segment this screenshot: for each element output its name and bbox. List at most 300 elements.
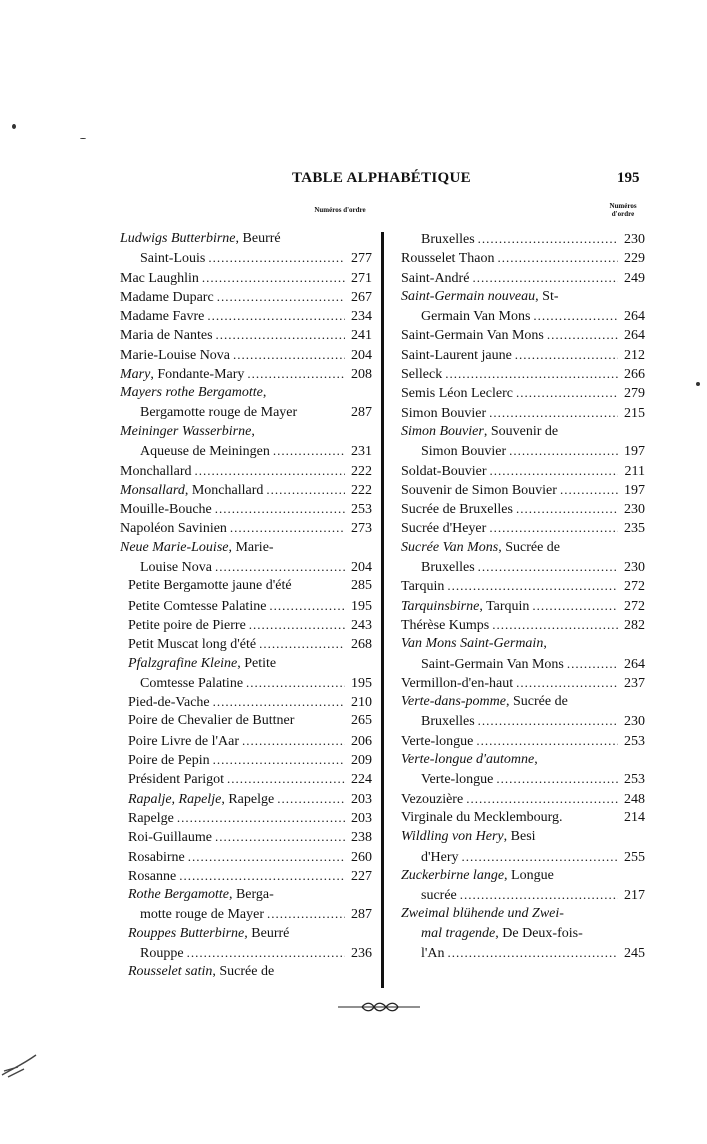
- index-entry: [401, 750, 645, 769]
- entry-number: 215: [624, 405, 645, 421]
- index-entry: [401, 924, 645, 943]
- entry-number: 260: [351, 849, 372, 865]
- print-speck: [12, 124, 16, 129]
- entry-number: 209: [351, 753, 372, 769]
- index-entry: [120, 750, 372, 769]
- entry-name: [421, 770, 493, 788]
- leader-dots: [478, 557, 618, 576]
- entry-text: Madame Duparc: [120, 289, 214, 305]
- entry-number: 272: [624, 598, 645, 614]
- leader-dots: [489, 403, 618, 422]
- leader-dots: [213, 692, 345, 711]
- index-entry: [401, 634, 645, 653]
- page-stain-mark: [0, 1025, 60, 1085]
- entry-text: , Berga-: [228, 887, 274, 903]
- entry-foreign-name: Rousselet satin: [128, 964, 213, 980]
- column-heading-right: Numéros d'ordre: [609, 202, 637, 218]
- entry-name: [140, 944, 184, 962]
- entry-text: Semis Léon Leclerc: [401, 386, 513, 402]
- index-entry: [401, 711, 645, 730]
- entry-text: Thérèse Kumps: [401, 617, 490, 633]
- entry-text: Simon Bouvier: [401, 405, 487, 421]
- entry-number: 195: [351, 675, 372, 691]
- entry-name: [421, 230, 475, 248]
- leader-dots: [215, 827, 345, 846]
- entry-text: ,: [534, 752, 538, 768]
- leader-dots: [515, 345, 618, 364]
- entry-name: [401, 827, 536, 846]
- index-column-left: [120, 229, 372, 982]
- index-entry: [401, 229, 645, 248]
- index-entry: [401, 538, 645, 557]
- entry-text: Tarquin: [401, 579, 445, 595]
- entry-name: [120, 365, 244, 383]
- entry-name: [401, 692, 568, 711]
- index-entry: [120, 325, 372, 344]
- entry-name: [401, 866, 554, 885]
- entry-name: [120, 346, 230, 364]
- index-entry: [401, 847, 645, 866]
- leader-dots: [490, 461, 618, 480]
- entry-number: 279: [624, 386, 645, 402]
- entry-text: Rosabirne: [128, 849, 185, 865]
- entry-foreign-name: mal tragende: [421, 925, 496, 941]
- leader-dots: [179, 866, 345, 885]
- leader-dots: [177, 808, 345, 827]
- leader-dots: [215, 499, 345, 518]
- entry-number: 214: [624, 809, 645, 825]
- index-entry: [401, 268, 645, 287]
- entry-text: Petite Bergamotte jaune d'été: [128, 578, 292, 594]
- leader-dots: [532, 596, 618, 615]
- entry-text: , Besi: [503, 829, 536, 845]
- entry-foreign-name: Simon Bouvier: [401, 423, 484, 439]
- index-entry: [401, 499, 645, 518]
- leader-dots: [227, 769, 345, 788]
- index-entry: [120, 769, 372, 788]
- entry-number: 241: [351, 328, 372, 344]
- entry-name: [128, 790, 274, 808]
- leader-dots: [478, 229, 618, 248]
- entry-name: [120, 288, 214, 306]
- entry-foreign-name: Saint-Germain nouveau: [401, 288, 536, 304]
- leader-dots: [476, 731, 618, 750]
- leader-dots: [509, 441, 618, 460]
- entry-number: 217: [624, 888, 645, 904]
- leader-dots: [249, 615, 345, 634]
- entry-text: Marie-Louise Nova: [120, 347, 231, 363]
- entry-name: [401, 790, 463, 808]
- entry-number: 235: [624, 521, 645, 537]
- entry-number: 229: [624, 251, 645, 267]
- entry-number: 208: [351, 367, 372, 383]
- entry-number: 204: [351, 347, 372, 363]
- entry-foreign-name: Ludwigs Butterbirne: [120, 231, 236, 246]
- entry-number: 271: [351, 270, 372, 286]
- entry-name: [140, 674, 243, 692]
- index-entry: [120, 827, 372, 846]
- entry-number: 282: [624, 617, 645, 633]
- entry-text: d'Hery: [421, 849, 459, 865]
- entry-name: [128, 635, 256, 653]
- entry-text: , Petite: [237, 655, 277, 671]
- entry-name: [140, 905, 264, 923]
- entry-text: ,: [543, 636, 547, 652]
- entry-name: [140, 558, 212, 576]
- index-entry: [401, 943, 645, 962]
- entry-foreign-name: Mayers rothe Bergamotte: [120, 385, 263, 401]
- entry-text: Saint-Germain Van Mons: [421, 656, 564, 672]
- index-entry: [120, 383, 372, 402]
- entry-foreign-name: Wildling von Hery: [401, 829, 504, 845]
- entry-text: Mouille-Bouche: [120, 502, 212, 518]
- leader-dots: [215, 557, 345, 576]
- index-entry: [401, 557, 645, 576]
- entry-text: , Longue: [504, 867, 554, 883]
- entry-foreign-name: Verte-dans-pomme: [401, 694, 506, 710]
- entry-text: Rousselet Thaon: [401, 251, 495, 267]
- entry-foreign-name: Rouppes Butterbirne: [128, 925, 245, 941]
- entry-name: [401, 481, 557, 499]
- entry-name: [401, 462, 487, 480]
- leader-dots: [259, 634, 345, 653]
- index-entry: [120, 596, 372, 615]
- entry-name: [401, 384, 513, 402]
- entry-name: [401, 500, 513, 518]
- closing-ornament: [338, 1000, 420, 1014]
- entry-text: Verte-longue: [421, 772, 494, 788]
- leader-dots: [187, 943, 345, 962]
- index-entry: [401, 403, 645, 422]
- index-entry: [401, 789, 645, 808]
- entry-name: [128, 828, 212, 846]
- index-entry: [401, 518, 645, 537]
- entry-name: [120, 538, 274, 557]
- entry-text: Simon Bouvier: [421, 444, 507, 460]
- entry-foreign-name: Monsallard: [120, 482, 185, 498]
- leader-dots: [472, 268, 618, 287]
- entry-name: [128, 924, 289, 943]
- print-speck: [696, 382, 700, 386]
- entry-name: [140, 403, 297, 422]
- leader-dots: [207, 306, 345, 325]
- entry-name: [120, 307, 204, 325]
- entry-name: [128, 885, 274, 904]
- entry-number: 230: [624, 232, 645, 247]
- leader-dots: [267, 904, 345, 923]
- leader-dots: [496, 769, 618, 788]
- leader-dots: [460, 885, 618, 904]
- entry-foreign-name: Zweimal blühende und Zwei-: [401, 906, 564, 922]
- entry-text: , Tarquin: [479, 598, 530, 614]
- leader-dots: [478, 711, 618, 730]
- print-speck: [80, 138, 86, 139]
- entry-text: , Sucrée de: [505, 694, 568, 710]
- entry-name: [401, 674, 513, 692]
- index-entry: [401, 345, 645, 364]
- entry-text: l'An: [421, 945, 445, 961]
- entry-name: [120, 519, 227, 537]
- index-entry: [120, 692, 372, 711]
- entry-name: [140, 442, 270, 460]
- index-entry: [401, 692, 645, 711]
- index-column-right: [401, 229, 645, 962]
- index-entry: [401, 461, 645, 480]
- entry-number: 203: [351, 810, 372, 826]
- leader-dots: [213, 750, 345, 769]
- entry-name: [401, 269, 469, 287]
- entry-text: Sucrée d'Heyer: [401, 521, 487, 537]
- entry-text: , Sucrée de: [498, 539, 561, 555]
- entry-foreign-name: Mary: [120, 367, 151, 383]
- entry-number: 285: [351, 578, 372, 594]
- entry-text: Comtesse Palatine: [140, 675, 244, 691]
- entry-number: 227: [351, 868, 372, 884]
- index-entry: [120, 711, 372, 730]
- entry-name: [401, 616, 489, 634]
- entry-text: Petit Muscat long d'été: [128, 637, 257, 653]
- entry-name: [421, 848, 459, 866]
- entry-name: [401, 750, 538, 769]
- entry-text: , Monchallard: [184, 482, 264, 498]
- leader-dots: [242, 731, 345, 750]
- leader-dots: [216, 325, 345, 344]
- entry-text: Saint-André: [401, 270, 470, 286]
- index-entry: [401, 673, 645, 692]
- entry-name: [401, 732, 473, 750]
- index-entry: [401, 731, 645, 750]
- leader-dots: [448, 943, 618, 962]
- entry-text: , Sucrée de: [212, 964, 275, 980]
- index-entry: [120, 808, 372, 827]
- index-entry: [120, 403, 372, 422]
- leader-dots: [445, 364, 618, 383]
- entry-name: [140, 249, 205, 267]
- index-entry: [120, 248, 372, 267]
- entry-foreign-name: Meininger Wasserbirne: [120, 423, 252, 439]
- entry-foreign-name: Van Mons Saint-Germain: [401, 636, 544, 652]
- entry-number: 234: [351, 309, 372, 325]
- entry-name: [120, 500, 212, 518]
- leader-dots: [447, 576, 618, 595]
- entry-name: [401, 519, 486, 537]
- leader-dots: [462, 847, 618, 866]
- leader-dots: [208, 248, 345, 267]
- entry-number: 287: [351, 404, 372, 420]
- entry-text: Monchallard: [120, 463, 192, 479]
- entry-text: Rouppe: [140, 945, 184, 961]
- entry-number: 273: [351, 521, 372, 537]
- index-entry: [120, 345, 372, 364]
- entry-text: , Marie-: [228, 539, 274, 555]
- entry-name: [401, 346, 512, 364]
- entry-foreign-name: Rothe Bergamotte: [128, 887, 229, 903]
- index-entry: [120, 499, 372, 518]
- index-entry: [401, 615, 645, 634]
- entry-name: [128, 751, 210, 769]
- index-entry: [120, 673, 372, 692]
- leader-dots: [277, 789, 345, 808]
- index-entry: [401, 441, 645, 460]
- entry-text: Poire de Pepin: [128, 753, 210, 769]
- entry-number: 277: [351, 251, 372, 267]
- entry-text: , Fondante-Mary: [150, 367, 245, 383]
- entry-foreign-name: Verte-longue d'automne: [401, 752, 535, 768]
- entry-number: 248: [624, 791, 645, 807]
- entry-text: Bergamotte rouge de Mayer: [140, 404, 298, 420]
- entry-number: 222: [351, 463, 372, 479]
- entry-text: Vermillon-d'en-haut: [401, 675, 514, 691]
- entry-number: 197: [624, 444, 645, 460]
- index-entry: [120, 422, 372, 441]
- entry-number: 265: [351, 713, 372, 729]
- entry-name: [401, 634, 547, 653]
- leader-dots: [233, 345, 345, 364]
- entry-number: 236: [351, 945, 372, 961]
- entry-number: 203: [351, 791, 372, 807]
- entry-number: 253: [624, 733, 645, 749]
- entry-name: [128, 576, 292, 595]
- entry-name: [401, 808, 563, 827]
- entry-text: , Beurré: [235, 231, 281, 246]
- leader-dots: [217, 287, 345, 306]
- entry-text: Poire de Chevalier de Buttner: [128, 713, 295, 729]
- column-heading-left: Numéros d'ordre: [314, 206, 366, 214]
- entry-text: Saint-Laurent jaune: [401, 347, 512, 363]
- entry-name: [401, 365, 442, 383]
- leader-dots: [195, 461, 345, 480]
- entry-text: ,: [251, 423, 255, 439]
- entry-name: [120, 269, 199, 287]
- leader-dots: [246, 673, 345, 692]
- leader-dots: [230, 518, 345, 537]
- entry-number: 287: [351, 907, 372, 923]
- entry-name: [401, 404, 486, 422]
- index-entry: [120, 557, 372, 576]
- index-entry: [120, 615, 372, 634]
- index-entry: [120, 866, 372, 885]
- entry-number: 268: [351, 637, 372, 653]
- entry-number: 222: [351, 482, 372, 498]
- entry-number: 230: [624, 502, 645, 518]
- entry-name: [128, 693, 210, 711]
- index-entry: [120, 461, 372, 480]
- entry-number: 249: [624, 270, 645, 286]
- index-entry: [401, 364, 645, 383]
- index-entry: [120, 576, 372, 595]
- entry-name: [421, 944, 445, 962]
- entry-name: [421, 886, 457, 904]
- entry-text: , Beurré: [244, 925, 290, 941]
- entry-name: [421, 924, 583, 943]
- index-entry: [120, 904, 372, 923]
- entry-name: [421, 442, 506, 460]
- entry-number: 267: [351, 289, 372, 305]
- entry-number: 206: [351, 733, 372, 749]
- entry-name: [120, 462, 192, 480]
- entry-number: 238: [351, 830, 372, 846]
- entry-name: [401, 904, 564, 923]
- entry-name: [128, 597, 266, 615]
- leader-dots: [516, 673, 618, 692]
- entry-number: 230: [624, 714, 645, 730]
- entry-number: 255: [624, 849, 645, 865]
- entry-name: [128, 770, 224, 788]
- entry-number: 253: [351, 502, 372, 518]
- entry-text: Napoléon Savinien: [120, 521, 227, 537]
- leader-dots: [266, 480, 345, 499]
- entry-name: [128, 732, 239, 750]
- leader-dots: [466, 789, 618, 808]
- entry-foreign-name: Neue Marie-Louise: [120, 539, 229, 555]
- index-entry: [401, 885, 645, 904]
- entry-text: Sucrée de Bruxelles: [401, 502, 513, 518]
- entry-text: Bruxelles: [421, 232, 475, 247]
- index-entry: [120, 306, 372, 325]
- entry-foreign-name: Zuckerbirne lange: [401, 867, 505, 883]
- entry-text: Vezouzière: [401, 791, 464, 807]
- entry-name: [401, 597, 529, 615]
- entry-name: [128, 809, 174, 827]
- entry-text: ,: [262, 385, 267, 401]
- entry-text: Bruxelles: [421, 560, 475, 576]
- entry-name: [128, 654, 276, 673]
- entry-text: , Rapelge: [221, 791, 275, 807]
- entry-text: Bruxelles: [421, 714, 475, 730]
- entry-number: 231: [351, 444, 372, 460]
- entry-name: [120, 481, 263, 499]
- index-entry: [120, 268, 372, 287]
- index-entry: [401, 904, 645, 923]
- entry-number: 266: [624, 367, 645, 383]
- entry-number: 224: [351, 772, 372, 788]
- entry-number: 210: [351, 695, 372, 711]
- entry-name: [401, 538, 560, 557]
- index-entry: [120, 518, 372, 537]
- index-entry: [401, 866, 645, 885]
- page-title: TABLE ALPHABÉTIQUE: [292, 170, 471, 186]
- index-entry: [120, 538, 372, 557]
- page-number: 195: [617, 170, 640, 186]
- entry-number: 211: [624, 463, 645, 479]
- leader-dots: [269, 596, 345, 615]
- index-entry: [401, 383, 645, 402]
- entry-number: 197: [624, 482, 645, 498]
- entry-text: Soldat-Bouvier: [401, 463, 487, 479]
- entry-text: Saint-Louis: [140, 251, 206, 267]
- index-entry: [120, 229, 372, 248]
- leader-dots: [533, 306, 618, 325]
- index-entry: [401, 827, 645, 846]
- index-entry: [401, 576, 645, 595]
- index-entry: [120, 480, 372, 499]
- index-entry: [120, 924, 372, 943]
- leader-dots: [560, 480, 618, 499]
- entry-number: 243: [351, 617, 372, 633]
- entry-name: [128, 848, 185, 866]
- index-entry: [401, 422, 645, 441]
- entry-number: 253: [624, 772, 645, 788]
- entry-foreign-name: Pfalzgrafine Kleine: [128, 655, 238, 671]
- entry-text: Petite Comtesse Palatine: [128, 598, 267, 614]
- leader-dots: [492, 615, 618, 634]
- index-entry: [401, 769, 645, 788]
- entry-foreign-name: Rapalje, Rapelje: [128, 791, 222, 807]
- entry-name: [421, 307, 530, 325]
- entry-number: 264: [624, 328, 645, 344]
- index-entry: [120, 634, 372, 653]
- leader-dots: [489, 518, 618, 537]
